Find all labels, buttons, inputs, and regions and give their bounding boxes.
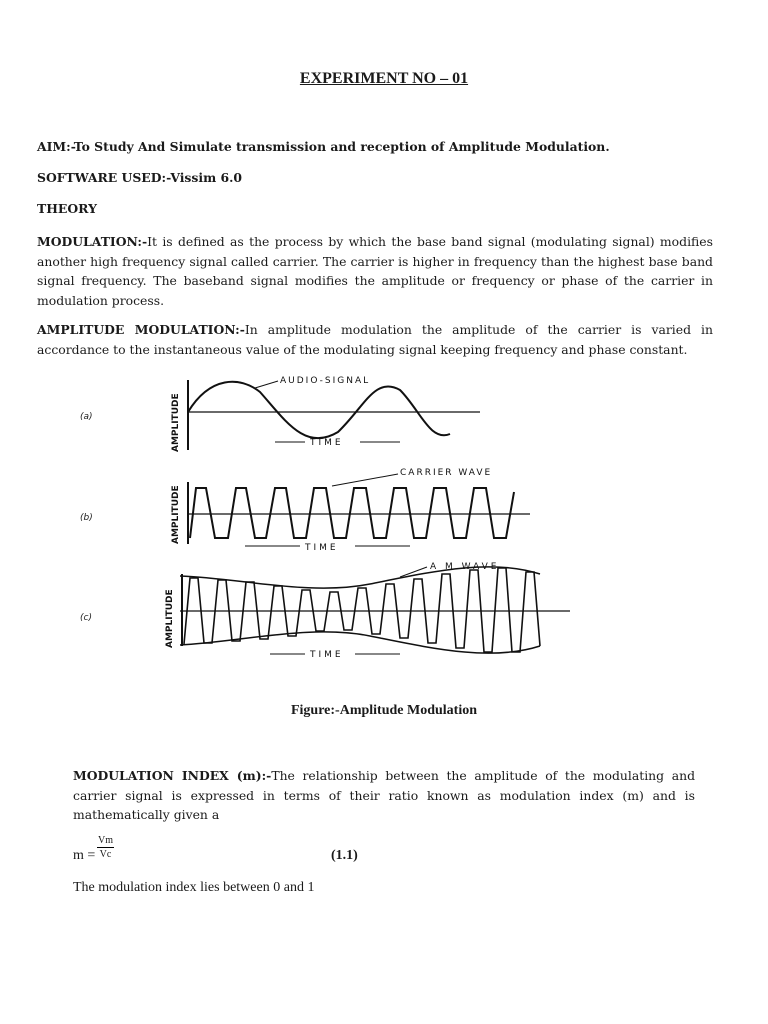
am-text: In amplitude modulation the amplitude of the carrier is varied in accordance to the instantaneous value of the modulating signal keeping frequency and phase constant.: [37, 322, 713, 357]
panel-c-tag: (c): [80, 613, 92, 623]
am-lower-envelope: [180, 632, 540, 653]
amplitude-modulation-figure: [70, 362, 570, 662]
theory-heading: THEORY: [37, 201, 97, 216]
aim-label: AIM:-: [37, 139, 74, 154]
panel-a-xlabel: TIME: [310, 438, 344, 448]
panel-b-signal-label: CARRIER WAVE: [400, 468, 493, 478]
formula-lhs: m =: [73, 848, 96, 863]
aim-text: To Study And Simulate transmission and reception of Amplitude Modulation.: [73, 139, 610, 154]
software-line: [37, 168, 713, 188]
aim-line: [37, 137, 713, 157]
modulation-text: It is defined as the process by which the base band signal (modulating signal) modifies another high frequency signal called carrier. The carrier is higher in frequency than the highest base band signal frequency. The baseband signal modifies the amplitude or frequency or phase of the carrier in modulation process.: [37, 234, 713, 308]
panel-a-tag: (a): [80, 412, 93, 422]
panel-a-signal-label: AUDIO-SIGNAL: [280, 376, 371, 386]
equation-number: (1.1): [331, 848, 358, 863]
modulation-label: MODULATION:-: [37, 234, 148, 249]
closing-sentence: The modulation index lies between 0 and 1: [73, 880, 315, 895]
figure-caption: Figure:-Amplitude Modulation: [290, 703, 478, 718]
panel-b-label-leader: [332, 474, 398, 486]
modulation-index-text: The relationship between the amplitude of the modulating and carrier signal is expressed in terms of their ratio known as modulation index (m) and is mathematically given a: [73, 768, 695, 822]
formula-fraction: [97, 834, 114, 861]
panel-b-tag: (b): [80, 513, 93, 523]
software-text: Vissim 6.0: [170, 170, 243, 185]
formula-denominator: Vc: [99, 849, 112, 860]
page-title: EXPERIMENT NO – 01: [299, 70, 469, 87]
modulation-index-paragraph: [73, 766, 695, 825]
modulation-paragraph: [37, 232, 713, 310]
am-paragraph: [37, 320, 713, 359]
panel-b-xlabel: TIME: [305, 543, 339, 553]
panel-c-ylabel: AMPLITUDE: [165, 589, 175, 648]
software-label: SOFTWARE USED:-: [37, 170, 171, 185]
panel-a-label-leader: [255, 381, 278, 388]
panel-c-signal-label: A M WAVE: [430, 562, 500, 572]
audio-signal-wave: [188, 382, 450, 438]
formula-numerator: Vm: [98, 835, 113, 846]
am-label: AMPLITUDE MODULATION:-: [37, 322, 245, 337]
carrier-wave: [190, 488, 514, 538]
panel-c-xlabel: TIME: [310, 650, 344, 660]
panel-a-ylabel: AMPLITUDE: [171, 393, 181, 452]
modulation-index-label: MODULATION INDEX (m):-: [73, 768, 272, 783]
modulation-index-formula: [73, 834, 673, 870]
panel-b-ylabel: AMPLITUDE: [171, 485, 181, 544]
